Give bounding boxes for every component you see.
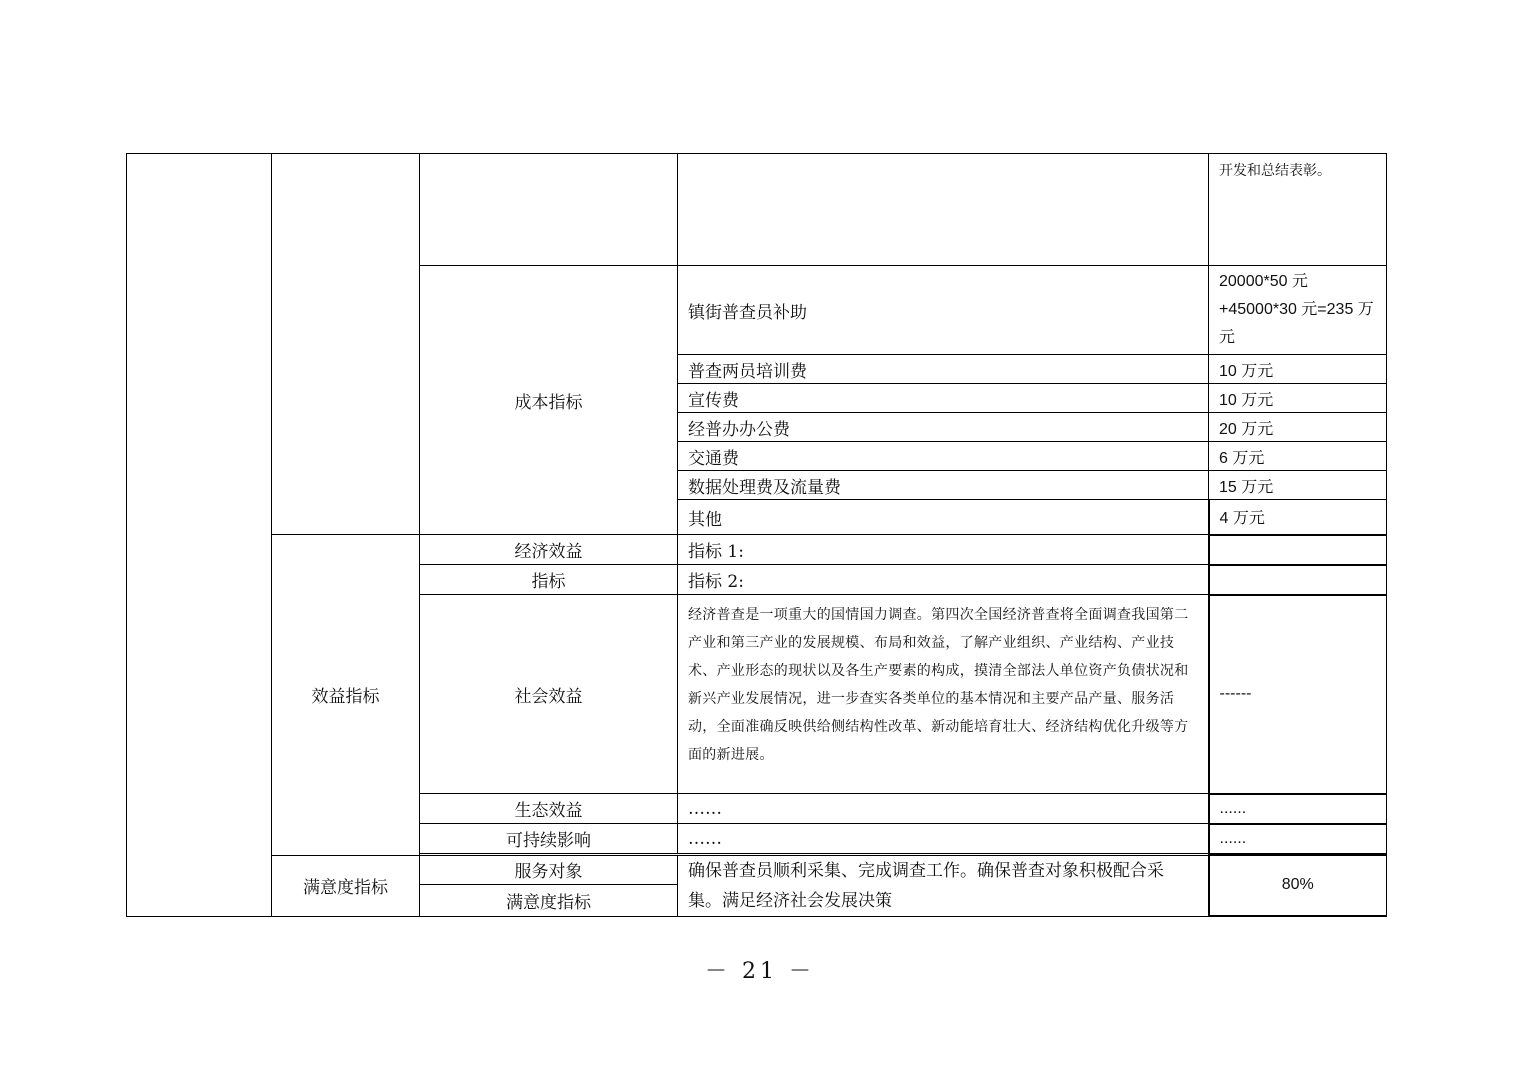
social-benefit-label: 社会效益	[420, 595, 678, 794]
second-column-cell	[272, 154, 420, 535]
cost-item-name: 交通费	[678, 442, 1209, 471]
cost-item-value: 20 万元	[1209, 413, 1387, 442]
table-row	[127, 535, 1387, 565]
empty-value-cell	[1209, 535, 1387, 565]
economic-benefit-label-cont: 指标	[420, 565, 678, 595]
performance-table-wrapper	[126, 153, 1386, 917]
cost-item-value: 10 万元	[1209, 355, 1387, 384]
eco-benefit-text: ……	[678, 794, 1209, 824]
empty-cell	[678, 154, 1209, 266]
cost-item-name: 宣传费	[678, 384, 1209, 413]
cost-item-value: 10 万元	[1209, 384, 1387, 413]
social-benefit-text: 经济普查是一项重大的国情国力调查。第四次全国经济普查将全面调查我国第二产业和第三产业的发展规模、布局和效益，了解产业组织、产业结构、产业技术、产业形态的现状以及各生产要素的构成，摸清全部法人单位资产负债状况和新兴产业发展情况，进一步查实各类单位的基本情况和主要产品产量、服务活动，全面准确反映供给侧结构性改革、新动能培育壮大、经济结构优化升级等方面的新进展。	[678, 595, 1209, 794]
satisfaction-value: 80%	[1209, 855, 1387, 916]
cost-item-value: 20000*50 元 +45000*30 元=235 万元	[1209, 266, 1387, 355]
cost-item-name: 普查两员培训费	[678, 355, 1209, 384]
first-column-cell	[127, 154, 272, 917]
cost-indicator-label: 成本指标	[420, 266, 678, 535]
cost-item-name: 经普办办公费	[678, 413, 1209, 442]
satisfaction-text: 确保普查员顺利采集、完成调查工作。确保普查对象积极配合采集。满足经济社会发展决策	[678, 855, 1209, 916]
page-number: － 21 －	[705, 959, 815, 984]
cost-item-name: 镇街普查员补助	[678, 266, 1209, 355]
sustainable-impact-value: ......	[1209, 824, 1387, 854]
empty-cell	[420, 154, 678, 266]
service-target-label: 服务对象	[420, 855, 678, 884]
cost-item-name: 其他	[678, 500, 1209, 535]
sustainable-impact-text: ……	[678, 824, 1209, 854]
performance-indicator-table	[126, 153, 1387, 917]
eco-benefit-label: 生态效益	[420, 794, 678, 824]
table-row	[127, 855, 1387, 884]
eco-benefit-value: ......	[1209, 794, 1387, 824]
social-benefit-value: ------	[1209, 595, 1387, 794]
cost-item-name: 数据处理费及流量费	[678, 471, 1209, 500]
satisfaction-sub-label: 满意度指标	[420, 884, 678, 916]
empty-value-cell	[1209, 565, 1387, 595]
continuation-note: 开发和总结表彰。	[1209, 154, 1387, 266]
sustainable-impact-label: 可持续影响	[420, 824, 678, 854]
economic-indicator-1: 指标 1:	[678, 535, 1209, 565]
cost-item-value: 15 万元	[1209, 471, 1387, 500]
satisfaction-indicator-label: 满意度指标	[272, 855, 420, 916]
benefit-indicator-label: 效益指标	[272, 535, 420, 856]
economic-benefit-label: 经济效益	[420, 535, 678, 565]
cost-item-value: 4 万元	[1209, 500, 1387, 535]
table-row	[127, 154, 1387, 266]
cost-item-value: 6 万元	[1209, 442, 1387, 471]
economic-indicator-2: 指标 2:	[678, 565, 1209, 595]
